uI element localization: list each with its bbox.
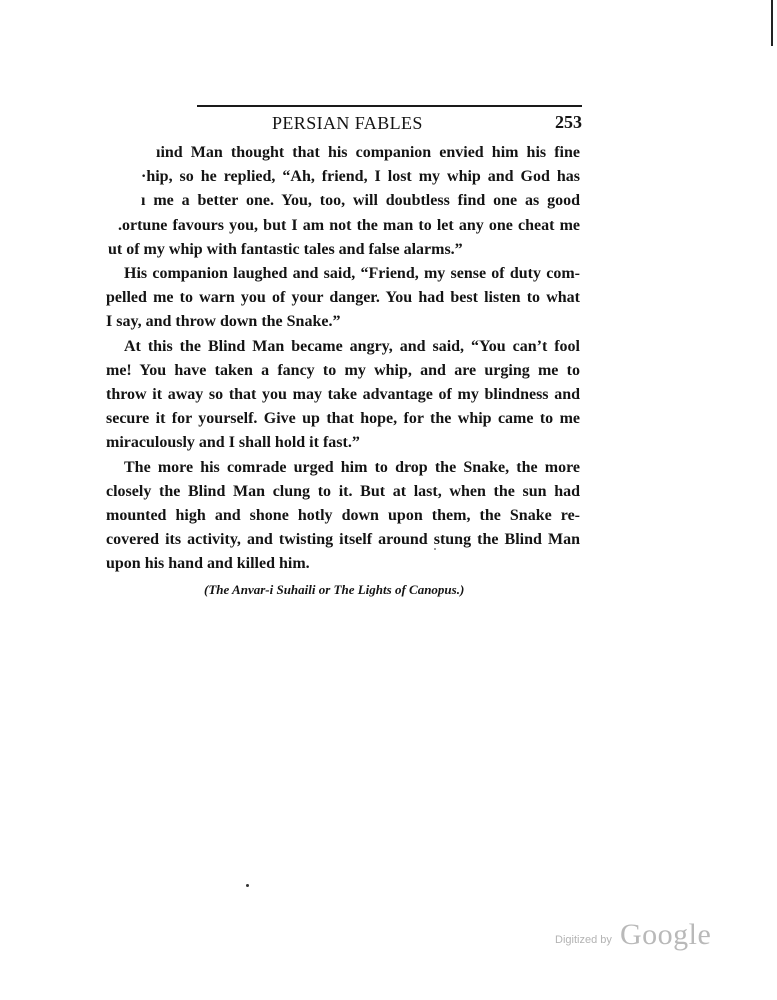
paragraph <box>106 262 580 335</box>
running-header <box>197 105 582 139</box>
text-line: ut of my whip with fantastic tales and false alarms.” <box>108 240 463 258</box>
text-line: ıind Man thought that his companion envied him his fine <box>156 144 580 161</box>
text-line: covered its activity, and twisting itself around stung the Blind Man <box>106 531 580 549</box>
paragraph <box>106 335 580 456</box>
text-line: mounted high and shone hotly down upon them, the Snake re- <box>106 507 580 525</box>
text-line: At this the Blind Man became angry, and said, “You can’t fool <box>124 337 580 355</box>
paragraph <box>106 456 580 577</box>
paragraph <box>106 141 580 262</box>
text-line: .ortune favours you, but I am not the man to let any one cheat me <box>118 216 580 234</box>
watermark-prefix: Digitized by <box>555 934 612 946</box>
text-line: closely the Blind Man clung to it. But at last, when the sun had <box>106 482 580 500</box>
text-line: miraculously and I shall hold it fast.” <box>106 434 360 452</box>
text-line: ·hip, so he replied, “Ah, friend, I lost my whip and God has <box>141 168 580 186</box>
text-line: I say, and throw down the Snake.” <box>106 313 341 331</box>
text-line: ı me a better one. You, too, will doubtless find one as good <box>141 192 580 210</box>
text-line: His companion laughed and said, “Friend, my sense of duty com- <box>124 265 580 283</box>
page-number: 253 <box>555 112 582 132</box>
text-line: me! You have taken a fancy to my whip, and are urging me to <box>106 361 580 379</box>
text-line: secure it for yourself. Give up that hope, for the whip came to me <box>106 410 580 428</box>
digitized-watermark <box>555 918 725 958</box>
text-line: pelled me to warn you of your danger. You had best listen to what <box>106 289 580 307</box>
google-logo: Google <box>620 918 712 951</box>
ink-speck <box>434 548 436 550</box>
ink-speck <box>246 884 249 887</box>
source-citation: (The Anvar-i Suhaili or The Lights of Canopus.) <box>204 582 465 597</box>
text-line: throw it away so that you may take advantage of my blindness and <box>106 386 580 404</box>
body-text <box>106 141 580 577</box>
page-edge-mark <box>771 0 773 46</box>
running-title: PERSIAN FABLES <box>272 113 423 133</box>
text-line: The more his comrade urged him to drop the Snake, the more <box>124 458 580 476</box>
text-line: upon his hand and killed him. <box>106 555 310 573</box>
